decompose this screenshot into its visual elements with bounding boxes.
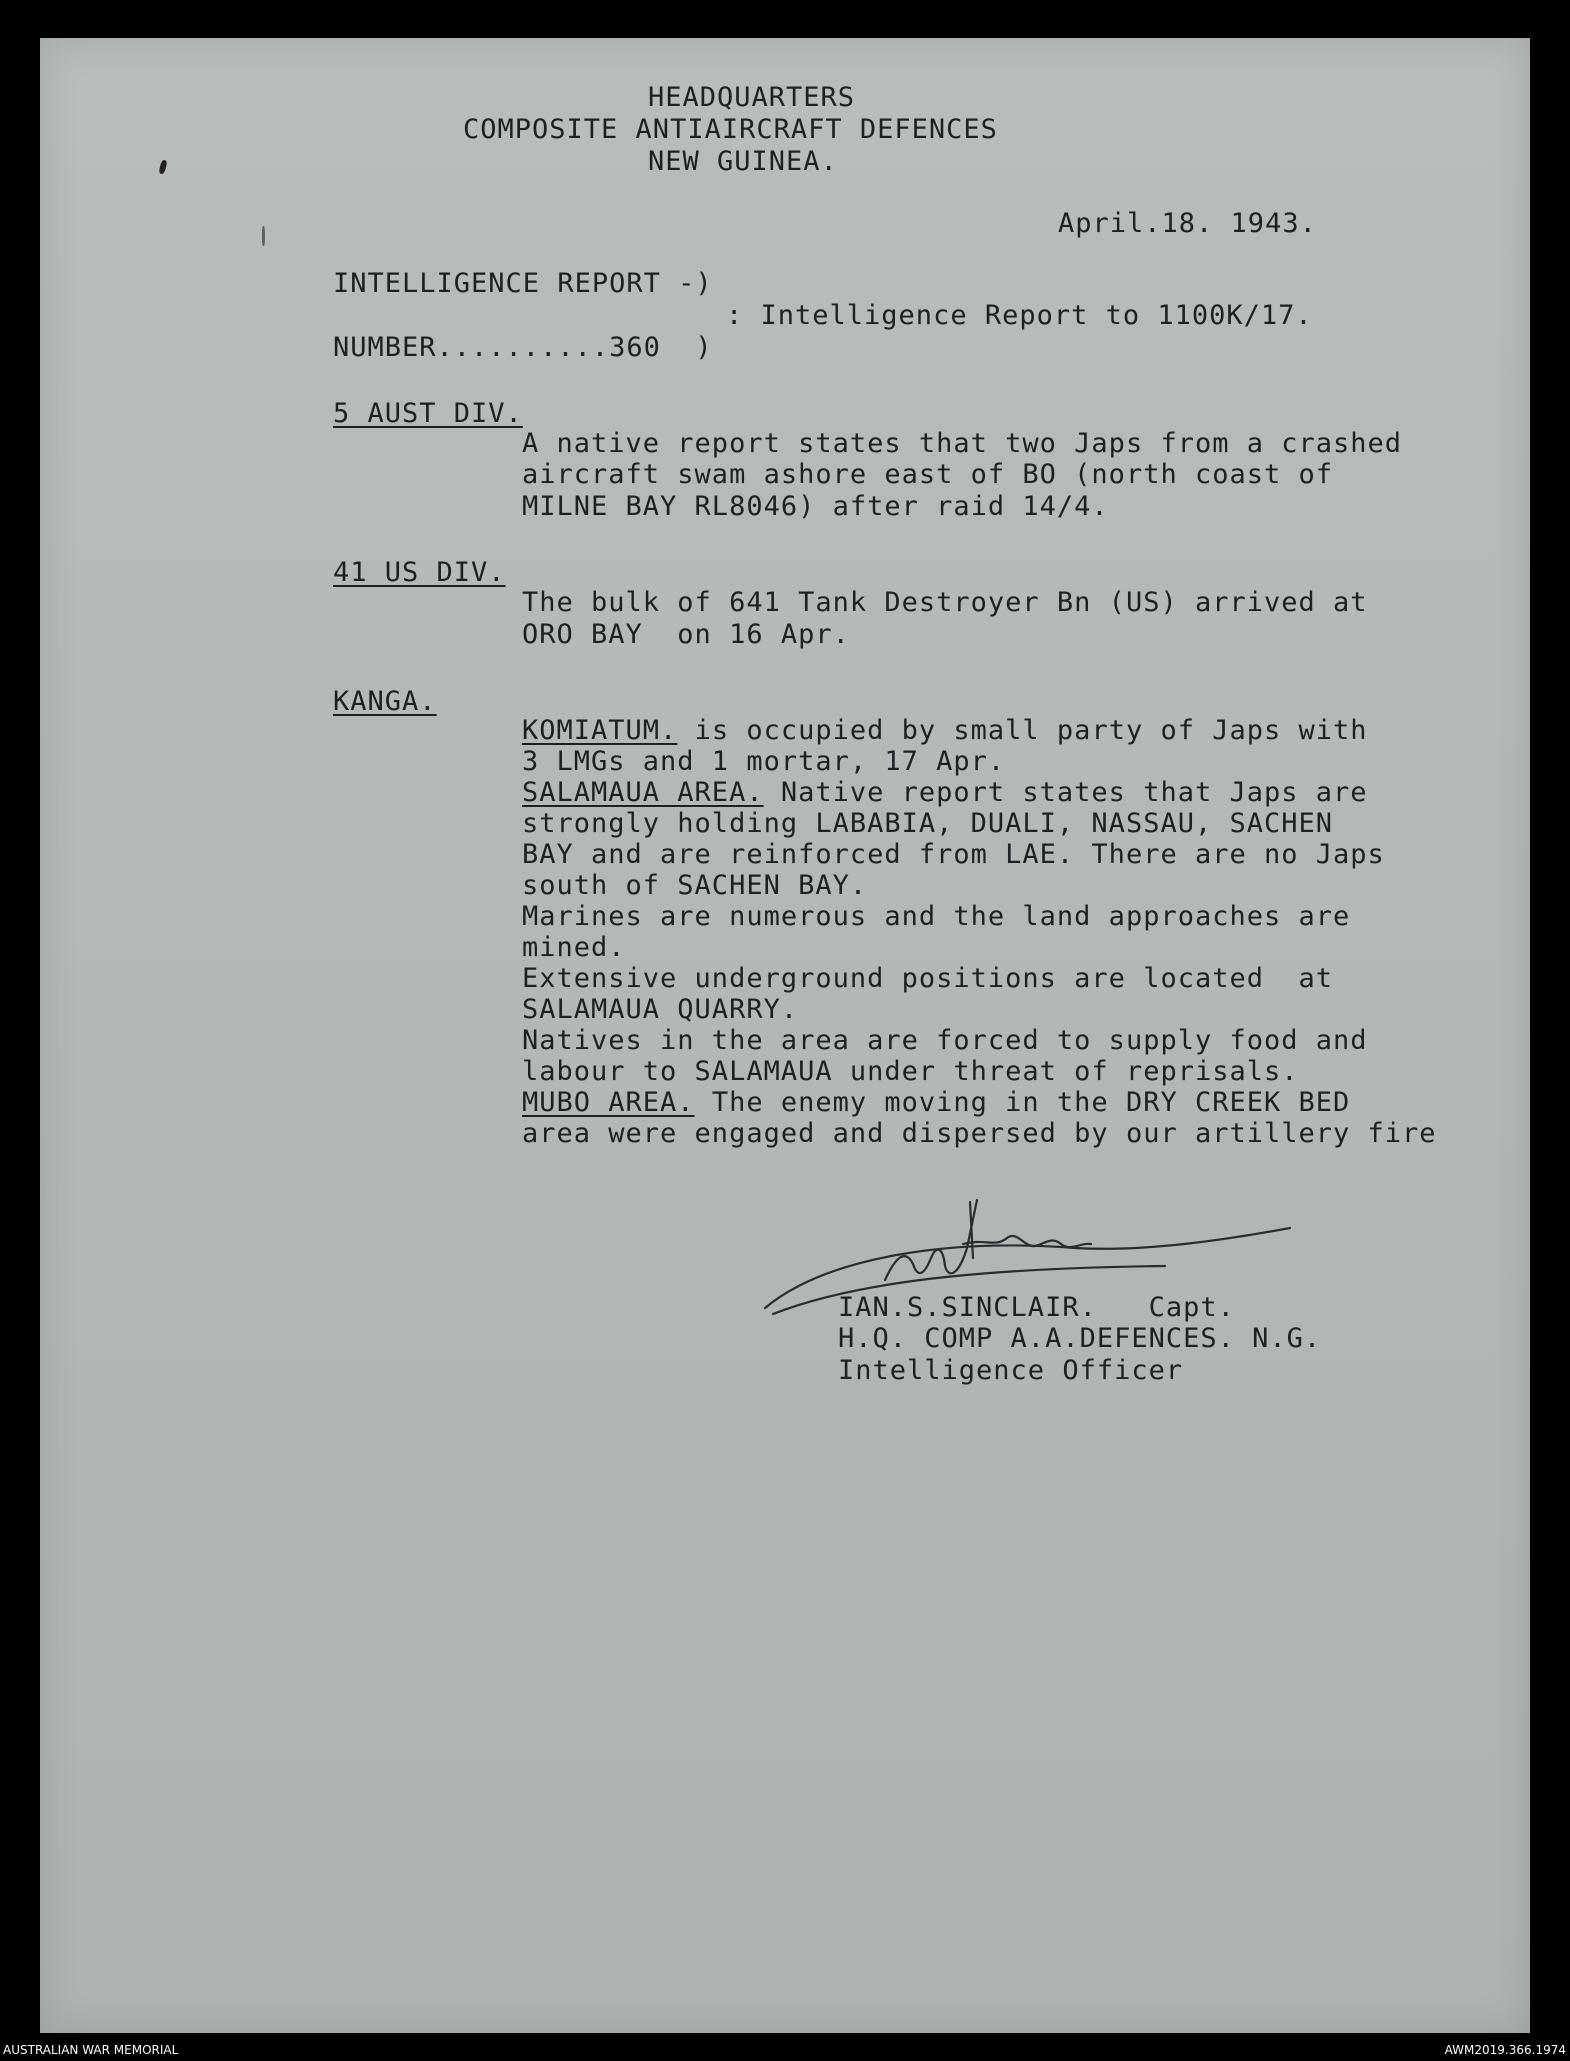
footer-right-text: AWM2019.366.1974 — [1444, 2043, 1566, 2057]
report-title: INTELLIGENCE REPORT -) — [333, 268, 713, 299]
kanga-line: south of SACHEN BAY. — [522, 870, 868, 901]
kanga-line: mined. — [522, 932, 626, 963]
us-line-2: ORO BAY on 16 Apr. — [522, 619, 850, 650]
mubo-label: MUBO AREA. — [522, 1087, 695, 1118]
header-line-1: HEADQUARTERS — [648, 82, 856, 113]
kanga-komiatum-line-2: 3 LMGs and 1 mortar, 17 Apr. — [522, 746, 1006, 777]
report-number: NUMBER..........360 ) — [333, 332, 713, 363]
kanga-mubo-line — [522, 1087, 1350, 1118]
kanga-line: labour to SALAMAUA under threat of reprisals. — [522, 1056, 1299, 1087]
mubo-text: The enemy moving in the DRY CREEK BED — [694, 1087, 1351, 1118]
signer-name: IAN.S.SINCLAIR. Capt. — [838, 1292, 1235, 1323]
kanga-komiatum-line — [522, 715, 1368, 746]
section-heading-aust: 5 AUST DIV. — [333, 398, 523, 429]
signer-unit: H.Q. COMP A.A.DEFENCES. N.G. — [838, 1323, 1322, 1354]
signer-role: Intelligence Officer — [838, 1355, 1184, 1386]
section-heading-kanga: KANGA. — [333, 686, 437, 717]
kanga-line: Extensive underground positions are located at — [522, 963, 1334, 994]
archive-footer — [0, 2040, 1570, 2061]
aust-line-1: A native report states that two Japs from a crashed — [522, 428, 1403, 459]
footer-left-text: AUSTRALIAN WAR MEMORIAL — [3, 2043, 179, 2057]
section-heading-us: 41 US DIV. — [333, 557, 506, 588]
salamaua-text: Native report states that Japs are — [763, 777, 1368, 808]
kanga-line: Marines are numerous and the land approaches are — [522, 901, 1351, 932]
salamaua-label: SALAMAUA AREA. — [522, 777, 764, 808]
kanga-salamaua-line — [522, 777, 1368, 808]
kanga-mubo-line-2: area were engaged and dispersed by our artillery fire — [522, 1118, 1437, 1149]
komiatum-label: KOMIATUM. — [522, 715, 678, 746]
us-line-1: The bulk of 641 Tank Destroyer Bn (US) arrived at — [522, 587, 1368, 618]
kanga-line: strongly holding LABABIA, DUALI, NASSAU, SACHEN — [522, 808, 1334, 839]
kanga-line: BAY and are reinforced from LAE. There are no Japs — [522, 839, 1385, 870]
aust-line-3: MILNE BAY RL8046) after raid 14/4. — [522, 491, 1109, 522]
header-line-2: COMPOSITE ANTIAIRCRAFT DEFENCES — [463, 114, 998, 145]
margin-mark — [262, 226, 265, 246]
header-line-3: NEW GUINEA. — [648, 146, 838, 177]
aust-line-2: aircraft swam ashore east of BO (north coast of — [522, 459, 1334, 490]
komiatum-text: is occupied by small party of Japs with — [677, 715, 1368, 746]
kanga-line: SALAMAUA QUARRY. — [522, 994, 799, 1025]
report-date: April.18. 1943. — [1058, 208, 1317, 239]
report-subject: : Intelligence Report to 1100K/17. — [726, 300, 1313, 331]
kanga-line: Natives in the area are forced to supply food and — [522, 1025, 1368, 1056]
